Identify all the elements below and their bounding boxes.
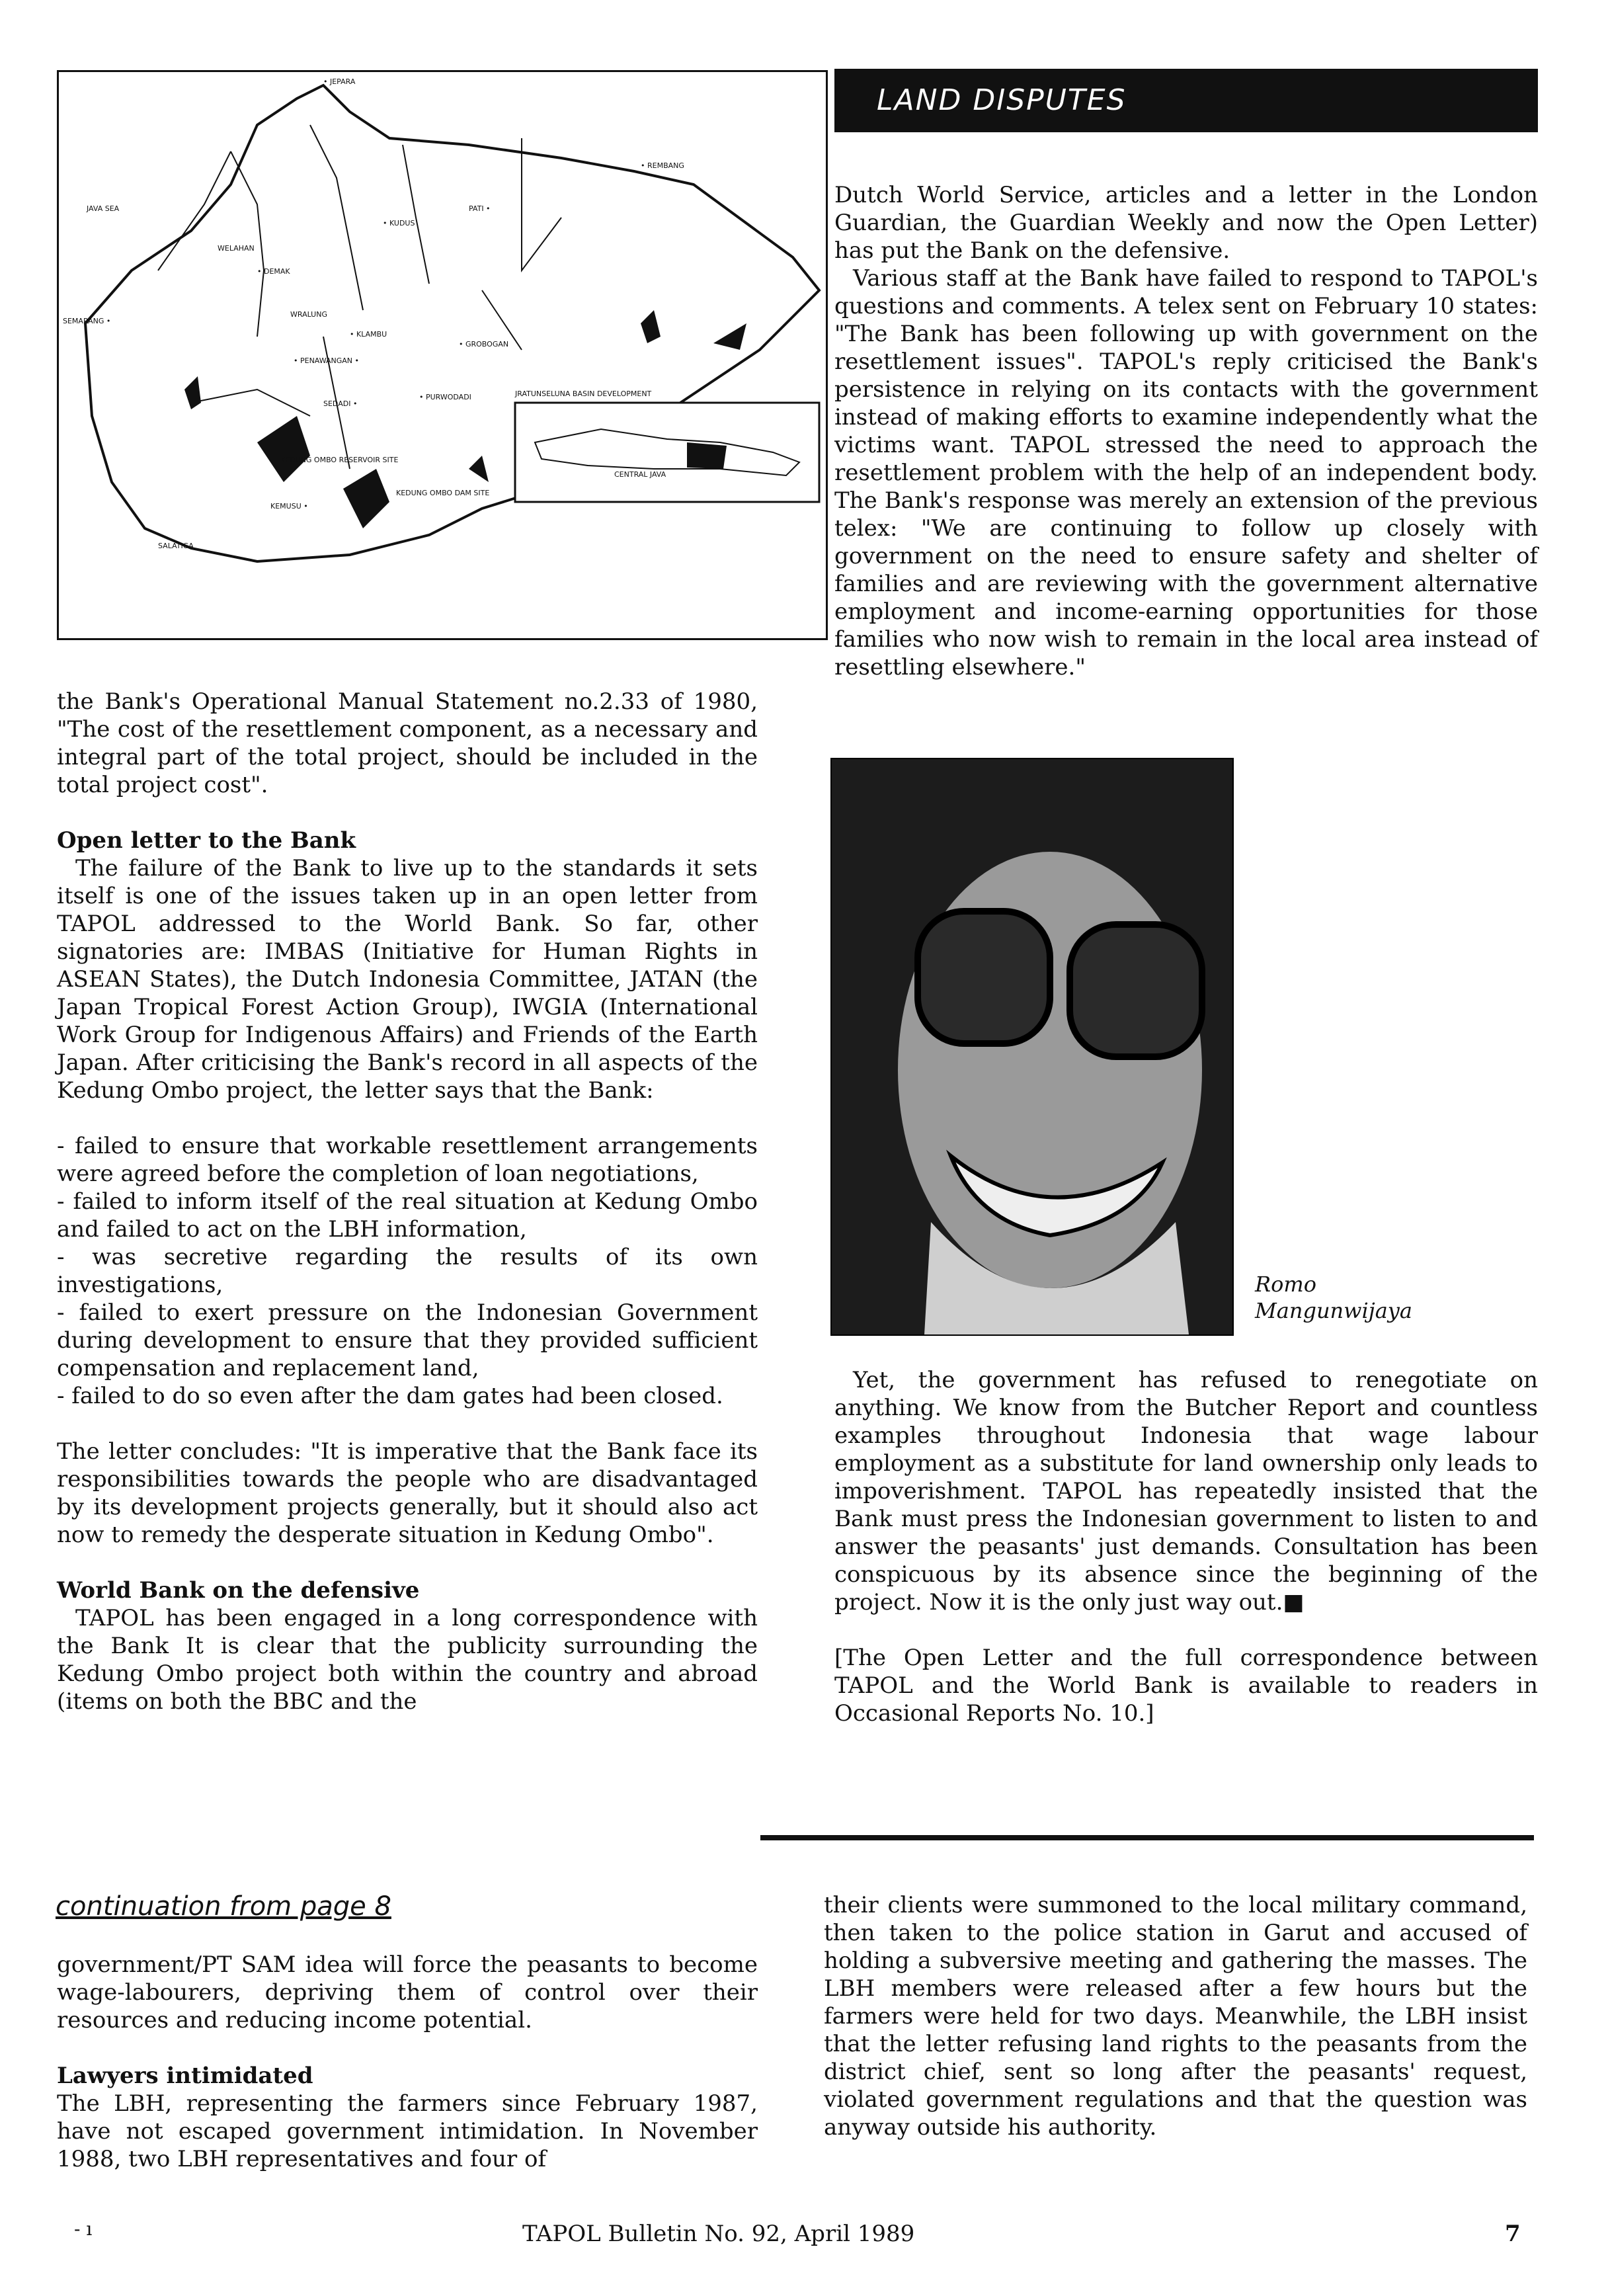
bullet-item: - failed to ensure that workable resettlement arrangements were agreed before the completion of loan negotiations,: [57, 1133, 758, 1187]
map-label-wraluing: WRALUNG: [290, 310, 327, 319]
photo-caption: [1255, 1271, 1412, 1324]
paragraph: the Bank's Operational Manual Statement no.2.33 of 1980, "The cost of the resettlement component, as a necessary and integral part of the total project, should be included in the total project cost".: [57, 688, 758, 798]
map-label-jepara: • JEPARA: [323, 77, 356, 86]
paragraph: The letter concludes: "It is imperative that the Bank face its responsibilities towards the people who are disadvantaged by its development projects generally, but it should also act now to remedy the desperate situation in Kedung Ombo".: [57, 1438, 758, 1548]
paragraph: The LBH, representing the farmers since February 1987, have not escaped government intimidation. In November 1988, two LBH representatives and four of: [57, 2090, 758, 2172]
paragraph: Yet, the government has refused to renegotiate on anything. We know from the Butcher Report and countless examples throughout Indonesia that wage labour employment as a substitute for land ownership only leads to impoverishment. TAPOL has repeatedly insisted that the Bank must press the Indonesian government to listen to and answer the peasants' just demands. Consultation has been conspicuous by its absence since the beginning of the project. Now it is the only just way out.■: [834, 1367, 1538, 1616]
bullet-item: - failed to exert pressure on the Indonesian Government during development to ensure that they provided sufficient compensation and replacement land,: [57, 1299, 758, 1381]
caption-line: Romo: [1255, 1272, 1316, 1297]
map-label-pati: PATI •: [469, 204, 491, 213]
map-label-dam-site: KEDUNG OMBO DAM SITE: [396, 489, 490, 497]
continuation-heading: continuation from page 8: [56, 1891, 391, 1922]
right-column-bottom: [834, 1366, 1538, 1727]
footer-title: TAPOL Bulletin No. 92, April 1989: [522, 2221, 915, 2247]
page-footer: [0, 2218, 1608, 2247]
map-label-penawangan: • PENAWANGAN •: [294, 356, 360, 365]
left-column: [57, 688, 758, 1715]
paragraph: Dutch World Service, articles and a letter in the London Guardian, the Guardian Weekly and now the Open Letter) has put the Bank on the defensive.: [834, 182, 1538, 264]
map-label-java-sea: JAVA SEA: [87, 204, 120, 213]
section-divider: [760, 1835, 1534, 1840]
subheading: Lawyers intimidated: [57, 2063, 313, 2089]
map-label-reservoir: KEDUNG OMBO RESERVOIR SITE: [280, 456, 399, 464]
map-label-rembang: • REMBANG: [641, 161, 684, 170]
portrait-illustration: [832, 759, 1232, 1334]
paragraph: [The Open Letter and the full correspondence between TAPOL and the World Bank is available to readers in Occasional Reports No. 10.]: [834, 1645, 1538, 1727]
map-label-basin: JRATUNSELUNA BASIN DEVELOPMENT: [515, 390, 652, 398]
map-label-grobogan: • GROBOGAN: [459, 340, 509, 348]
map-label-demak: • DEMAK: [257, 267, 290, 276]
map-label-purwodadi: • PURWODADI: [419, 393, 471, 401]
portrait-photo: [830, 758, 1234, 1336]
kedung-ombo-map: [57, 70, 828, 640]
paragraph: their clients were summoned to the local military command, then taken to the police station in Garut and accused of holding a subversive meeting and gathering the masses. The LBH members were released after a few hours but the farmers were held for two days. Meanwhile, the LBH insist that the letter refusing land rights to the peasants from the district chief, sent so long after the peasants' request, violated government regulations and that the question was anyway outside his authority.: [824, 1892, 1527, 2141]
map-label-kemusu: KEMUSU •: [270, 502, 308, 511]
map-label-kudus: • KUDUS: [383, 219, 415, 227]
bullet-item: - was secretive regarding the results of its own investigations,: [57, 1244, 758, 1298]
map-label-klambu: • KLAMBU: [350, 330, 387, 339]
bullet-item: - failed to do so even after the dam gates had been closed.: [57, 1383, 723, 1409]
caption-line: Mangunwijaya: [1255, 1298, 1412, 1323]
footer-mark: - ı: [74, 2218, 93, 2240]
map-label-central-java: CENTRAL JAVA: [614, 470, 666, 479]
paragraph: The failure of the Bank to live up to the standards it sets itself is one of the issues taken up in an open letter from TAPOL addressed to the World Bank. So far, other signatories are: IMBAS (Initiative for Human Rights in ASEAN States), the Dutch Indonesia Committee, JATAN (the Japan Tropical Forest Action Group), IWGIA (International Work Group for Indigenous Affairs) and Friends of the Earth Japan. After criticising the Bank's record in all aspects of the Kedung Ombo project, the letter says that the Bank:: [57, 855, 758, 1104]
map-drawing: [59, 72, 826, 638]
map-label-sedadi: SEDADI •: [323, 399, 358, 408]
subheading: Open letter to the Bank: [57, 827, 356, 854]
right-column-top: [834, 181, 1538, 681]
bullet-item: - failed to inform itself of the real situation at Kedung Ombo and failed to act on the LBH information,: [57, 1188, 758, 1243]
paragraph: Various staff at the Bank have failed to respond to TAPOL's questions and comments. A telex sent on February 10 states: "The Bank has been following up with government on the resettlement issues". TAPOL's reply criticised the Bank's persistence in relying on its contacts with the government instead of making efforts to examine independently what the victims want. TAPOL stressed the need to approach the resettlement problem with the help of an independent body. The Bank's response was merely an extension of the previous telex: "We are continuing to follow up closely with government on the need to ensure safety and shelter of families and are reviewing with the government alternative employment and income-earning opportunities for those families who now wish to remain in the local area instead of resettling elsewhere.": [834, 265, 1538, 680]
section-title: LAND DISPUTES: [877, 83, 1127, 117]
map-label-salatiga: SALATIGA: [158, 542, 194, 550]
subheading: World Bank on the defensive: [57, 1577, 420, 1604]
page-number: 7: [1505, 2221, 1521, 2247]
paragraph: government/PT SAM idea will force the peasants to become wage-labourers, depriving them of control over their resources and reducing income potential.: [57, 1951, 758, 2033]
map-label-semarang: SEMARANG •: [63, 317, 111, 325]
map-label-welahan: WELAHAN: [218, 244, 255, 253]
section-banner: [834, 69, 1538, 132]
continuation-right-column: [824, 1891, 1527, 2141]
paragraph: TAPOL has been engaged in a long correspondence with the Bank It is clear that the publicity surrounding the Kedung Ombo project both within the country and abroad (items on both the BBC and the: [57, 1605, 758, 1715]
continuation-left-column: [57, 1951, 758, 2173]
